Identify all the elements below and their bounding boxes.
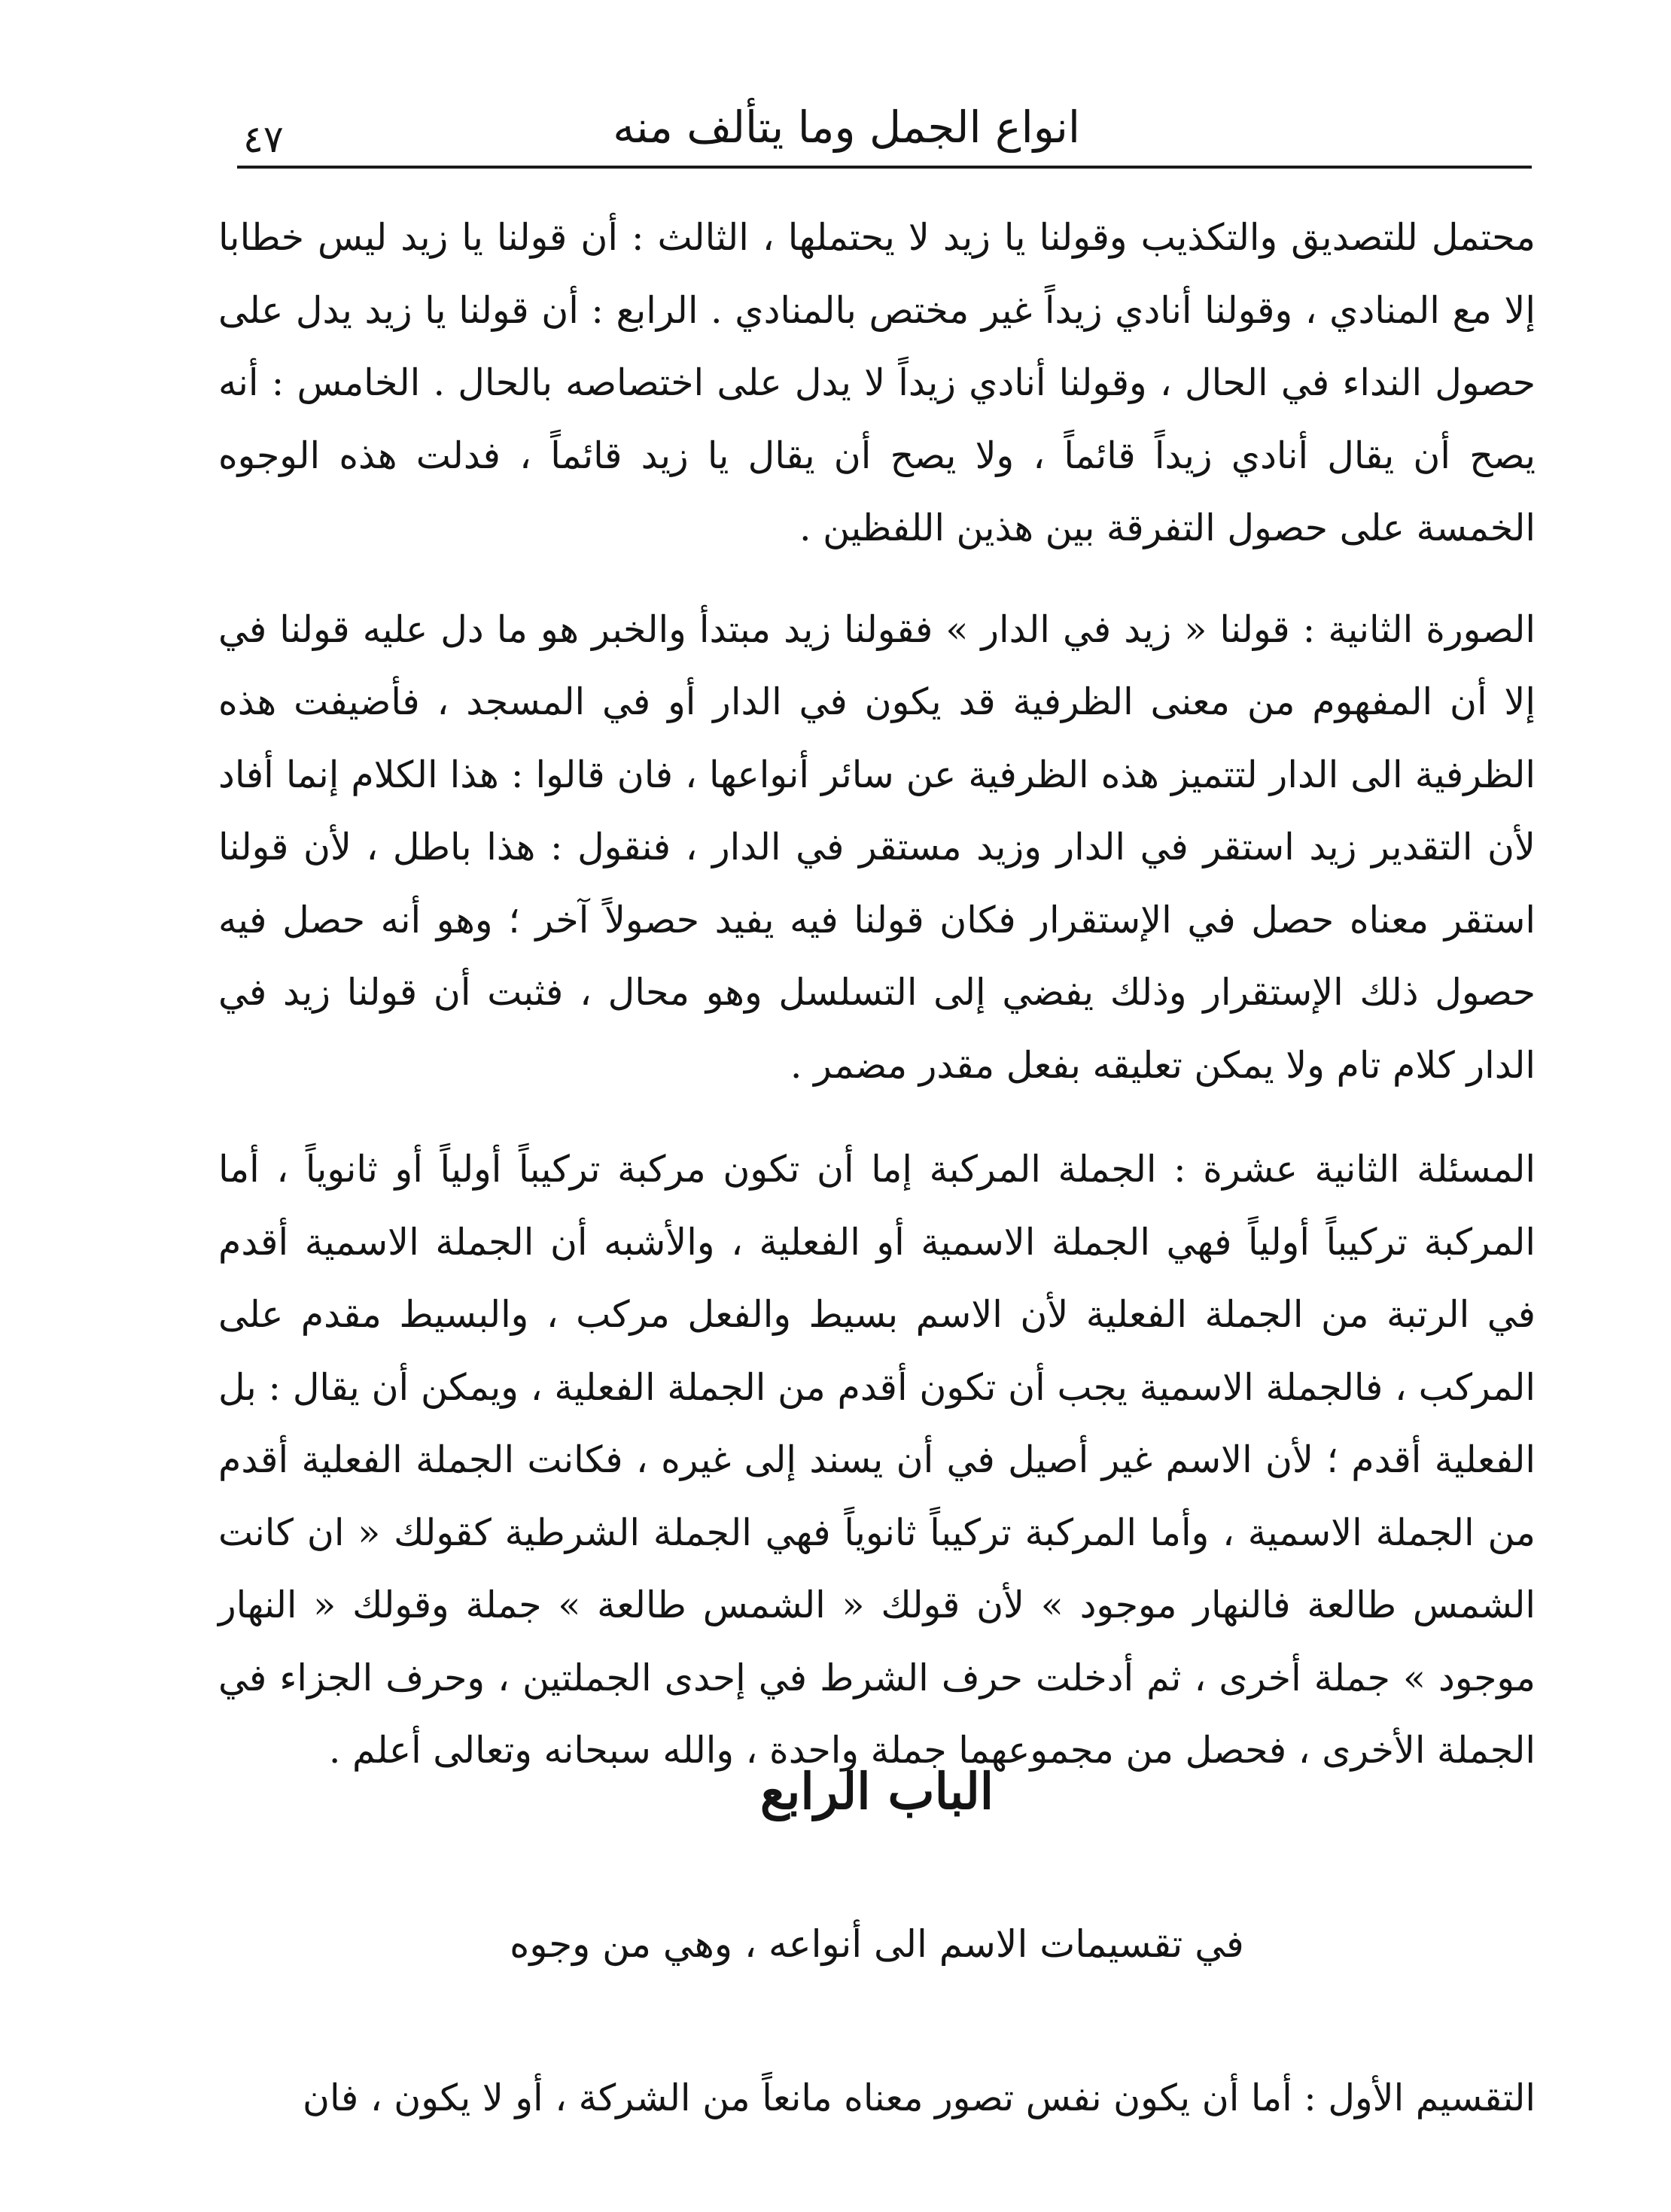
paragraph: الصورة الثانية : قولنا « زيد في الدار » فقولنا زيد مبتدأ والخبر هو ما دل عليه قولنا في إلا أن المفهوم من معنى الظرفية قد يكون في الدار أو في المسجد ، فأضيفت هذه الظرفية الى الدار لتتميز هذه الظرفية عن سائر أنواعها ، فان قالوا : هذا الكلام إنما أفاد لأن التقدير زيد استقر في الدار وزيد مستقر في الدار ، فنقول : هذا باطل ، لأن قولنا استقر معناه حصل في الإستقرار فكان قولنا فيه يفيد حصولاً آخر ؛ وهو أنه حصل فيه حصول ذلك الإستقرار وذلك يفضي إلى التسلسل وهو محال ، فثبت أن قولنا زيد في الدار كلام تام ولا يمكن تعليقه بفعل مقدر مضمر . (218, 607, 1536, 1087)
body-text (218, 202, 1536, 1788)
paragraph: محتمل للتصديق والتكذيب وقولنا يا زيد لا يحتملها ، الثالث : أن قولنا يا زيد ليس خطابا إلا مع المنادي ، وقولنا أنادي زيداً غير مختص بالمنادي . الرابع : أن قولنا يا زيد يدل على حصول النداء في الحال ، وقولنا أنادي زيداً لا يدل على اختصاصه بالحال . الخامس : أنه يصح أن يقال أنادي زيداً قائماً ، ولا يصح أن يقال يا زيد قائماً ، فدلت هذه الوجوه الخمسة على حصول التفرقة بين هذين اللفظين . (218, 216, 1536, 549)
header-rule (237, 166, 1532, 169)
page-header (237, 94, 1532, 166)
chapter-heading: الباب الرابع (759, 1762, 994, 1821)
chapter-subtitle: في تقسيمات الاسم الى أنواعه ، وهي من وجوه (510, 1922, 1244, 1966)
paragraph: التقسيم الأول : أما أن يكون نفس تصور معناه مانعاً من الشركة ، أو لا يكون ، فان (302, 2077, 1536, 2119)
paragraph: المسئلة الثانية عشرة : الجملة المركبة إما أن تكون مركبة تركيباً أولياً أو ثانوياً ، أما المركبة تركيباً أولياً فهي الجملة الاسمية أو الفعلية ، والأشبه أن الجملة الاسمية أقدم في الرتبة من الجملة الفعلية لأن الاسم بسيط والفعل مركب ، والبسيط مقدم على المركب ، فالجملة الاسمية يجب أن تكون أقدم من الجملة الفعلية ، ويمكن أن يقال : بل الفعلية أقدم ؛ لأن الاسم غير أصيل في أن يسند إلى غيره ، فكانت الجملة الفعلية أقدم من الجملة الاسمية ، وأما المركبة تركيباً ثانوياً فهي الجملة الشرطية كقولك « ان كانت الشمس طالعة فالنهار موجود » لأن قولك « الشمس طالعة » جملة وقولك « النهار موجود » جملة أخرى ، ثم أدخلت حرف الشرط في إحدى الجملتين ، وحرف الجزاء في الجملة الأخرى ، فحصل من مجموعهما جملة واحدة ، والله سبحانه وتعالى أعلم . (218, 1148, 1536, 1772)
running-title: انواع الجمل وما يتألف منه (613, 102, 1080, 153)
page-number: ٤٧ (243, 117, 284, 161)
